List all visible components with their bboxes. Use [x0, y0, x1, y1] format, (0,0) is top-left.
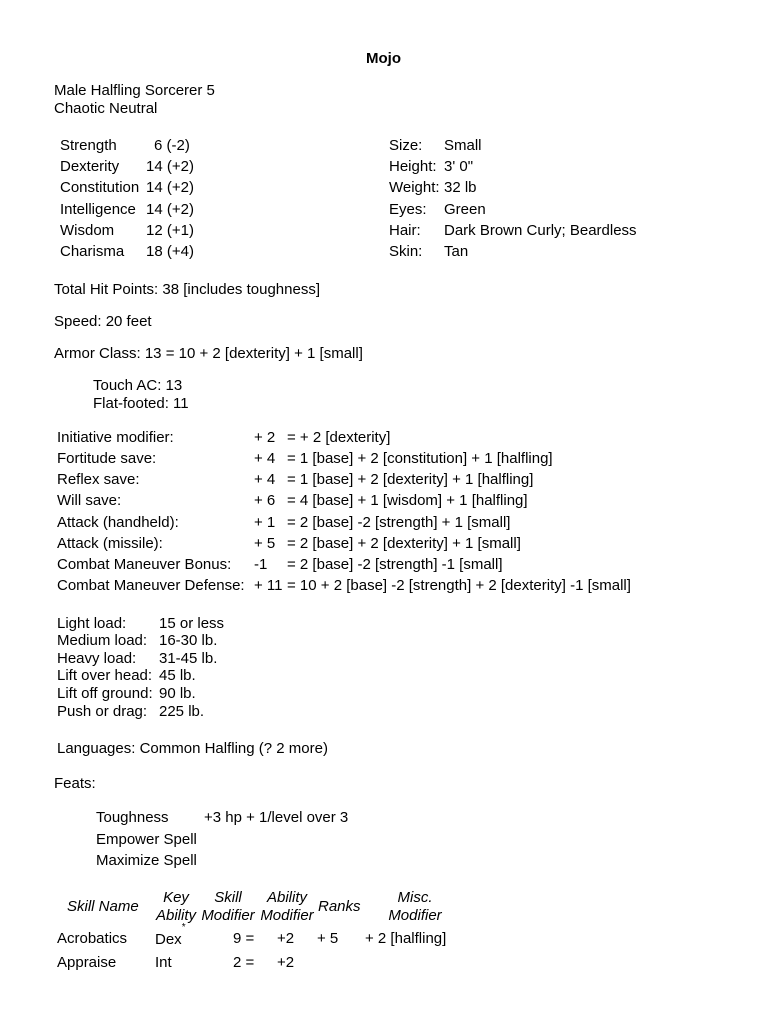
load-value: 15 or less	[159, 615, 225, 632]
combat-mod: + 11	[254, 577, 283, 594]
combat-mod: + 5	[254, 535, 276, 552]
page-title: Mojo	[366, 50, 401, 67]
combat-label: Attack (missile):	[57, 535, 163, 552]
armor-class: Armor Class: 13 = 10 + 2 [dexterity] + 1 [small]	[54, 345, 363, 362]
combat-mod: + 2	[254, 429, 276, 446]
combat-mod: -1	[254, 556, 268, 573]
flat-footed-ac: Flat-footed: 11	[93, 395, 189, 412]
combat-formula: = 4 [base] + 1 [wisdom] + 1 [halfling]	[287, 492, 528, 509]
skill-modifier: 9 =	[233, 930, 255, 947]
col-header-skill-line2: Modifier	[201, 907, 255, 924]
languages: Languages: Common Halfling (? 2 more)	[57, 740, 328, 757]
col-header-key-ability	[154, 889, 198, 925]
hit-points: Total Hit Points: 38 [includes toughness]	[54, 281, 320, 298]
col-header-key-line2: Ability	[155, 907, 196, 924]
trait-value: 3' 0"	[444, 158, 474, 175]
combat-mod: + 4	[254, 450, 276, 467]
ability-name: Intelligence	[60, 201, 136, 218]
combat-label: Combat Maneuver Bonus:	[57, 556, 232, 573]
ability-value: 14 (+2)	[146, 201, 194, 218]
misc-modifier: + 2 [halfling]	[365, 930, 447, 947]
ability-value: 18 (+4)	[146, 243, 194, 260]
skill-key-mark: *	[181, 922, 186, 933]
col-header-skill-line1: Skill	[214, 889, 242, 906]
ability-name: Charisma	[60, 243, 125, 260]
skill-modifier: 2 =	[233, 954, 255, 971]
load-value: 90 lb.	[159, 685, 196, 702]
skill-name: Acrobatics	[57, 930, 128, 947]
feat-name: Toughness	[96, 809, 169, 826]
trait-name: Size:	[389, 137, 423, 154]
col-header-key-line1: Key	[163, 889, 189, 906]
combat-label: Will save:	[57, 492, 122, 509]
col-header-ability-modifier	[258, 889, 316, 925]
col-header-ability-line1: Ability	[266, 889, 307, 906]
combat-label: Fortitude save:	[57, 450, 157, 467]
load-value: 31-45 lb.	[159, 650, 218, 667]
col-header-misc-line2: Modifier	[388, 907, 442, 924]
col-header-ranks: Ranks	[318, 898, 361, 915]
combat-formula: = 1 [base] + 2 [dexterity] + 1 [halfling]	[287, 471, 534, 488]
combat-label: Reflex save:	[57, 471, 140, 488]
load-value: 225 lb.	[159, 703, 205, 720]
ability-value: 12 (+1)	[146, 222, 194, 239]
load-label: Lift off ground:	[57, 685, 153, 702]
skill-key-ability: Int	[155, 954, 172, 971]
ability-value: 14 (+2)	[146, 158, 194, 175]
trait-value: 32 lb	[444, 179, 477, 196]
load-value: 45 lb.	[159, 667, 196, 684]
skill-key-text: Dex	[155, 931, 182, 948]
feat-name: Empower Spell	[96, 831, 197, 848]
combat-formula: = 2 [base] -2 [strength] + 1 [small]	[287, 514, 511, 531]
load-value: 16-30 lb.	[159, 632, 218, 649]
col-header-misc-line1: Misc.	[397, 889, 433, 906]
trait-value: Green	[444, 201, 486, 218]
ability-name: Wisdom	[60, 222, 115, 239]
alignment: Chaotic Neutral	[54, 100, 158, 117]
combat-label: Attack (handheld):	[57, 514, 179, 531]
combat-mod: + 1	[254, 514, 276, 531]
combat-formula: = 2 [base] -2 [strength] -1 [small]	[287, 556, 503, 573]
combat-mod: + 6	[254, 492, 276, 509]
skill-ranks: + 5	[317, 930, 339, 947]
ability-name: Dexterity	[60, 158, 120, 175]
combat-label: Initiative modifier:	[57, 429, 174, 446]
col-header-ability-line2: Modifier	[260, 907, 314, 924]
ability-value: 14 (+2)	[146, 179, 194, 196]
trait-name: Weight:	[389, 179, 440, 196]
col-header-misc-modifier	[385, 889, 445, 925]
ability-value: 6 (-2)	[154, 137, 190, 154]
trait-name: Skin:	[389, 243, 423, 260]
col-header-skill-name: Skill Name	[67, 898, 139, 915]
feats-heading: Feats:	[54, 775, 96, 792]
ability-modifier: +2	[277, 930, 295, 947]
touch-ac: Touch AC: 13	[93, 377, 183, 394]
skill-key-ability	[155, 922, 186, 949]
col-header-skill-modifier	[199, 889, 257, 925]
trait-value: Dark Brown Curly; Beardless	[444, 222, 637, 239]
combat-formula: = 10 + 2 [base] -2 [strength] + 2 [dexterity] -1 [small]	[287, 577, 631, 594]
speed: Speed: 20 feet	[54, 313, 152, 330]
trait-value: Small	[444, 137, 482, 154]
combat-mod: + 4	[254, 471, 276, 488]
combat-formula: = + 2 [dexterity]	[287, 429, 391, 446]
skill-name: Appraise	[57, 954, 117, 971]
trait-value: Tan	[444, 243, 469, 260]
race-class: Male Halfling Sorcerer 5	[54, 82, 215, 99]
load-label: Push or drag:	[57, 703, 148, 720]
combat-formula: = 1 [base] + 2 [constitution] + 1 [halfling]	[287, 450, 553, 467]
load-label: Lift over head:	[57, 667, 153, 684]
combat-label: Combat Maneuver Defense:	[57, 577, 245, 594]
combat-formula: = 2 [base] + 2 [dexterity] + 1 [small]	[287, 535, 521, 552]
load-label: Light load:	[57, 615, 127, 632]
load-label: Medium load:	[57, 632, 148, 649]
feat-desc: +3 hp + 1/level over 3	[204, 809, 349, 826]
trait-name: Height:	[389, 158, 437, 175]
trait-name: Hair:	[389, 222, 421, 239]
trait-name: Eyes:	[389, 201, 427, 218]
load-label: Heavy load:	[57, 650, 137, 667]
ability-modifier: +2	[277, 954, 295, 971]
feat-name: Maximize Spell	[96, 852, 197, 869]
ability-name: Strength	[60, 137, 117, 154]
ability-name: Constitution	[60, 179, 140, 196]
